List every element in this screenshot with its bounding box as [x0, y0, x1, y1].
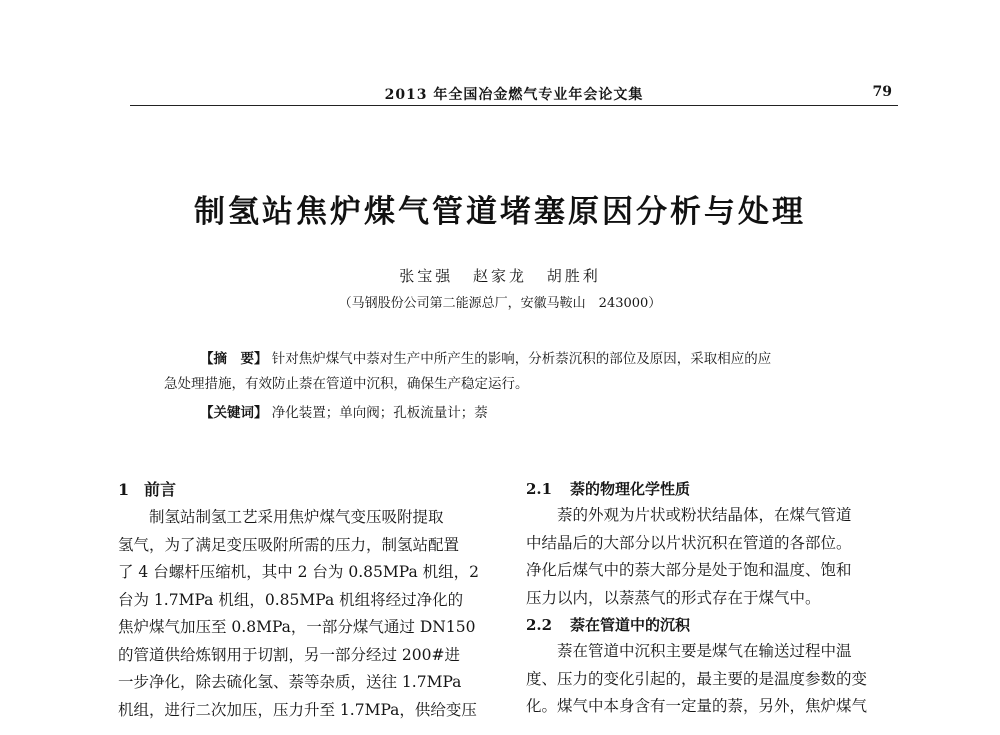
paragraph-line: 了 4 台螺杆压缩机，其中 2 台为 0.85MPa 机组，2: [118, 563, 480, 581]
right-column: [526, 476, 902, 721]
paragraph-line: 度、压力的变化引起的，最主要的是温度参数的变: [526, 669, 868, 688]
paragraph-line: 焦炉煤气加压至 0.8MPa，一部分煤气通过 DN150: [118, 618, 476, 636]
subsection-title: 萘的物理化学性质: [570, 480, 691, 498]
running-header: [130, 84, 898, 106]
keywords: [200, 401, 488, 421]
subsection-heading-deposition: [526, 612, 902, 638]
paragraph-line: 一步净化，除去硫化氢、萘等杂质，送往 1.7MPa: [118, 673, 462, 691]
page-number: 79: [872, 84, 892, 100]
author-name: 赵家龙: [472, 267, 527, 285]
abstract-label: 【摘 要】: [200, 351, 268, 367]
subsection-heading-properties: [526, 476, 902, 502]
paragraph-line: 萘的外观为片状或粉状结晶体，在煤气管道: [557, 506, 852, 524]
paragraph-line: 压力以内，以萘蒸气的形式存在于煤气中。: [526, 588, 821, 607]
paragraph-line: 氢气，为了满足变压吸附所需的压力，制氢站配置: [118, 535, 460, 554]
keywords-text: 净化装置；单向阀；孔板流量计；萘: [271, 405, 488, 421]
section-heading-intro: [118, 476, 494, 504]
paragraph-line: 中结晶后的大部分以片状沉积在管道的各部位。: [526, 533, 852, 552]
author-affiliation: （马钢股份公司第二能源总厂，安徽马鞍山 243000）: [338, 296, 662, 311]
paragraph-line: 化。煤气中本身含有一定量的萘，另外，焦炉煤气: [526, 697, 868, 715]
paragraph-line: 的管道供给炼钢用于切割，另一部分经过 200#进: [118, 645, 461, 664]
abstract: [164, 347, 864, 397]
subsection-title: 萘在管道中的沉积: [570, 616, 691, 634]
section-number: 1: [118, 480, 130, 499]
abstract-line: 急处理措施，有效防止萘在管道中沉积，确保生产稳定运行。: [164, 376, 529, 392]
abstract-line: [164, 347, 864, 372]
author-name: 张宝强: [399, 267, 454, 285]
paragraph-line: 萘在管道中沉积主要是煤气在输送过程中温: [557, 642, 852, 660]
paragraph-line: 台为 1.7MPa 机组，0.85MPa 机组将经过净化的: [118, 590, 464, 609]
paper-title: 制氢站焦炉煤气管道堵塞原因分析与处理: [194, 194, 806, 230]
author-name: 胡胜利: [546, 267, 601, 285]
journal-title: 2013 年全国冶金燃气专业年会论文集: [384, 87, 644, 103]
author-list: [0, 265, 1000, 286]
paragraph-line: 制氢站制氢工艺采用焦炉煤气变压吸附提取: [149, 508, 444, 526]
paragraph-line: 机组，进行二次加压，压力升至 1.7MPa，供给变压: [118, 700, 477, 719]
paragraph-line: 净化后煤气中的萘大部分是处于饱和温度、饱和: [526, 561, 852, 579]
subsection-number: 2.2: [526, 616, 553, 634]
left-column: [118, 476, 494, 724]
section-title: 前言: [144, 480, 177, 499]
subsection-number: 2.1: [526, 480, 553, 498]
header-divider: [130, 105, 898, 106]
abstract-text: 针对焦炉煤气中萘对生产中所产生的影响，分析萘沉积的部位及原因，采取相应的应: [271, 351, 772, 367]
keywords-label: 【关键词】: [200, 405, 268, 421]
